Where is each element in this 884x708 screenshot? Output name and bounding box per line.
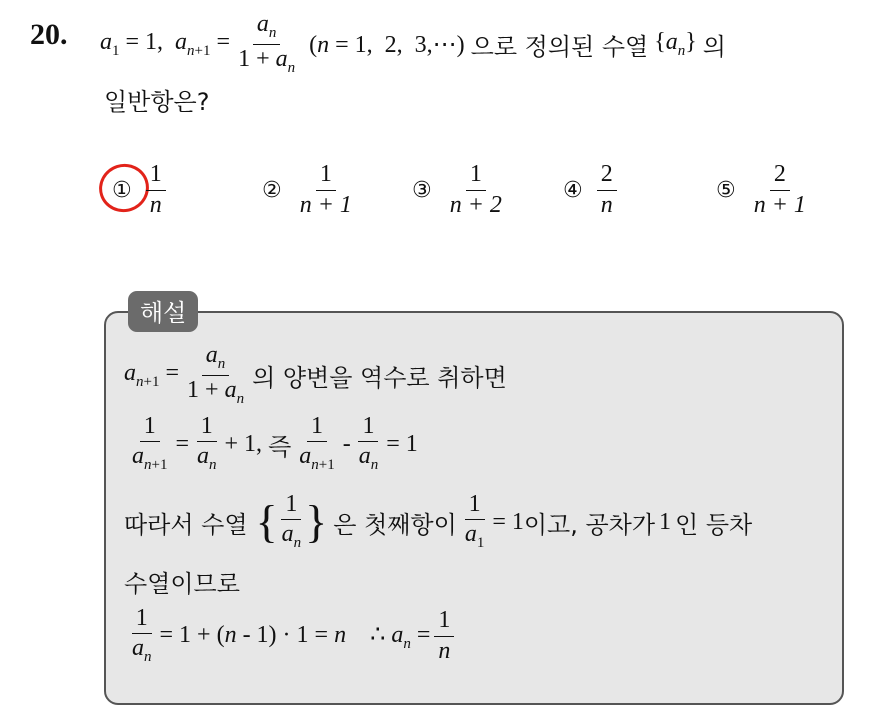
n-range: (n = 1, 2, 3,⋯): [309, 31, 465, 58]
choice-3[interactable]: ③ $\frac{1}{n + 2}$: [412, 161, 502, 218]
solution-line-3: 따라서 수열 { $\frac{1}{a_n}$ } 은 첫째항이 $\frac{1}{a_1}$ = 1 이고, 공차가 1 인 등차: [124, 491, 753, 552]
solution-tag: 해설: [128, 291, 198, 332]
choice-2[interactable]: ② $\frac{1}{n + 1}$: [262, 161, 352, 218]
solution-line-1: $a_{n+1}$ = $\frac{a_n}{1 + a_n}$ 의 양변을 역수로 취하면: [124, 341, 507, 407]
choice-marker: ⑤: [716, 177, 736, 203]
question-statement: [100, 10, 726, 76]
question-number: 20.: [30, 18, 68, 51]
choice-marker: ②: [262, 177, 282, 203]
solution-line-4: 수열이므로: [124, 570, 240, 598]
choice-5[interactable]: ⑤ $\frac{2}{n + 1}$: [716, 161, 806, 218]
solution-line-5: $\frac{1}{a_n}$ = 1 + (n - 1) · 1 = n ∴ $a_n$ = $\frac{1}{n}$: [124, 604, 458, 668]
choice-marker: ④: [563, 177, 583, 203]
choice-1[interactable]: ① $\frac{1}{n}$: [112, 160, 170, 220]
solution-line-2: $\frac{1}{a_{n+1}}$ = $\frac{1}{a_n}$ + 1, 즉 $\frac{1}{a_{n+1}}$ - $\frac{1}{a_n}$ = 1: [132, 413, 418, 474]
question-prompt: 일반항은?: [104, 88, 210, 116]
choice-marker: ①: [112, 177, 132, 203]
choice-marker: ③: [412, 177, 432, 203]
initial-term: $a_1 = 1$, $a_{n+1}$ =: [100, 28, 231, 59]
definition-end: 의: [702, 32, 726, 61]
choice-4[interactable]: ④ $\frac{2}{n}$: [563, 160, 621, 220]
sequence-notation: $\{a_n\}$: [654, 28, 697, 59]
definition-text: 으로 정의된 수열: [470, 32, 649, 61]
recurrence-fraction: $\frac{a_n}{1 + a_n}$: [238, 10, 296, 76]
